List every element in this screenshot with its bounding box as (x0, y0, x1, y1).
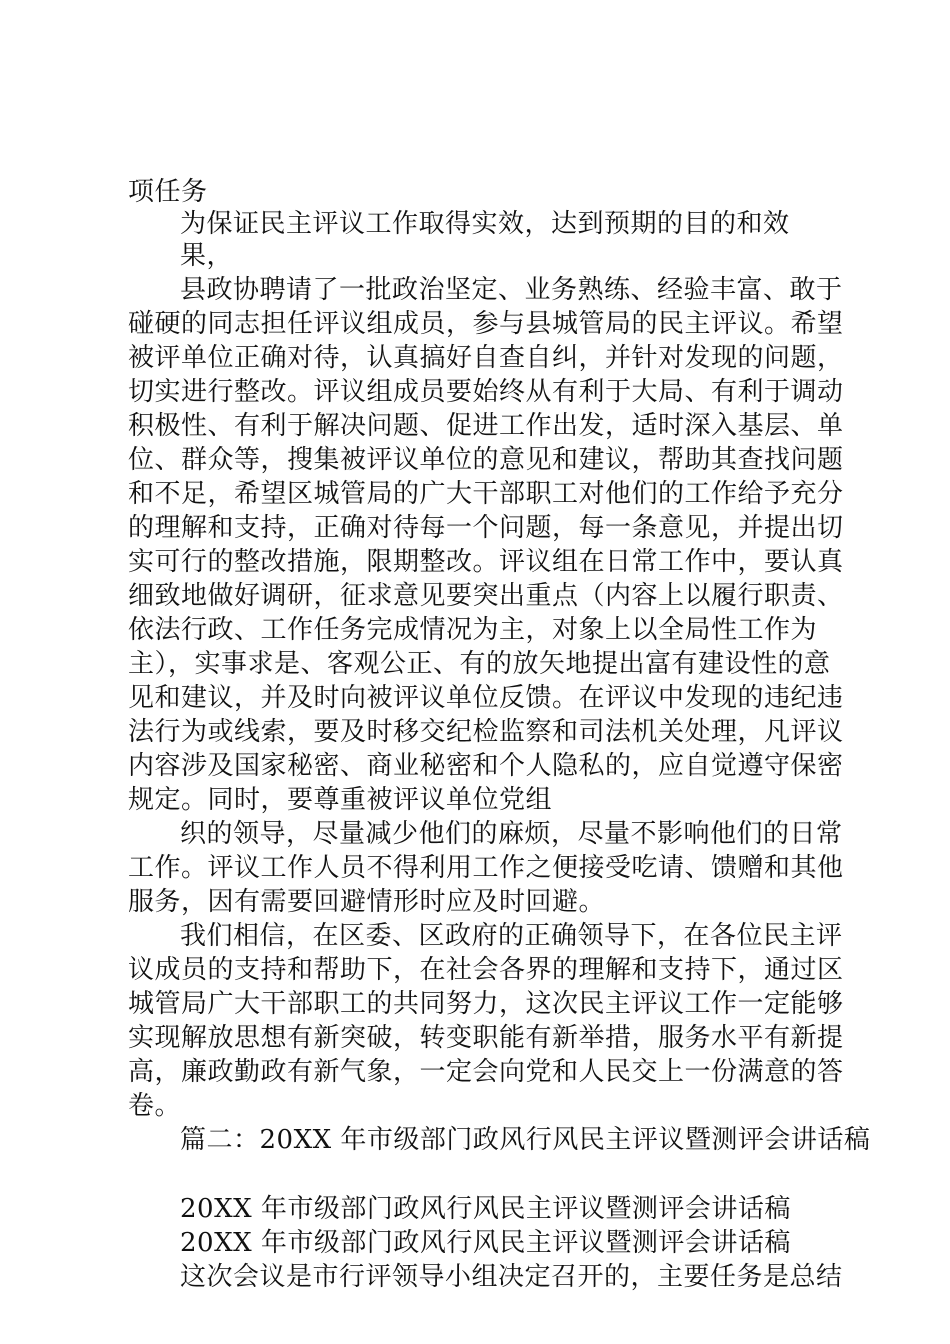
text-line: 20XX 年市级部门政风行风民主评议暨测评会讲话稿 (180, 1194, 791, 1224)
text-line: 果， (180, 241, 234, 271)
text-line: 切实进行整改。评议组成员要始终从有利于大局、有利于调动 (128, 377, 844, 407)
section-heading: 篇二：20XX 年市级部门政风行风民主评议暨测评会讲话稿 (180, 1125, 871, 1155)
text-line: 见和建议，并及时向被评议单位反馈。在评议中发现的违纪违 (128, 683, 844, 713)
text-line: 织的领导，尽量减少他们的麻烦，尽量不影响他们的日常 (180, 819, 843, 849)
text-line: 主），实事求是、客观公正、有的放矢地提出富有建设性的意 (128, 649, 831, 679)
text-line: 城管局广大干部职工的共同努力，这次民主评议工作一定能够 (128, 989, 844, 1019)
text-line: 工作。评议工作人员不得利用工作之便接受吃请、馈赠和其他 (128, 853, 844, 883)
text-line: 法行为或线索，要及时移交纪检监察和司法机关处理，凡评议 (128, 717, 844, 747)
text-line: 位、群众等，搜集被评议单位的意见和建议，帮助其查找问题 (128, 445, 844, 475)
text-line: 被评单位正确对待，认真搞好自查自纠，并针对发现的问题， (128, 343, 844, 373)
text-line: 我们相信，在区委、区政府的正确领导下，在各位民主评 (180, 921, 843, 951)
text-line: 细致地做好调研，征求意见要突出重点（内容上以履行职责、 (128, 581, 844, 611)
text-line: 项任务 (128, 177, 208, 207)
text-line: 的理解和支持，正确对待每一个问题，每一条意见，并提出切 (128, 513, 844, 543)
text-line: 20XX 年市级部门政风行风民主评议暨测评会讲话稿 (180, 1228, 791, 1258)
text-line: 碰硬的同志担任评议组成员，参与县城管局的民主评议。希望 (128, 309, 844, 339)
text-line: 积极性、有利于解决问题、促进工作出发，适时深入基层、单 (128, 411, 844, 441)
text-line: 这次会议是市行评领导小组决定召开的，主要任务是总结 (180, 1262, 843, 1292)
text-line: 县政协聘请了一批政治坚定、业务熟练、经验丰富、敢于 (180, 275, 843, 305)
text-line: 高，廉政勤政有新气象，一定会向党和人民交上一份满意的答 (128, 1057, 844, 1087)
text-line: 议成员的支持和帮助下，在社会各界的理解和支持下，通过区 (128, 955, 844, 985)
text-line: 服务，因有需要回避情形时应及时回避。 (128, 887, 606, 917)
text-line: 卷。 (128, 1091, 182, 1121)
text-line: 实现解放思想有新突破，转变职能有新举措，服务水平有新提 (128, 1023, 844, 1053)
text-line: 依法行政、工作任务完成情况为主，对象上以全局性工作为 (128, 615, 818, 645)
text-line: 为保证民主评议工作取得实效，达到预期的目的和效 (180, 209, 790, 239)
text-line: 内容涉及国家秘密、商业秘密和个人隐私的，应自觉遵守保密 (128, 751, 844, 781)
text-line: 和不足，希望区城管局的广大干部职工对他们的工作给予充分 (128, 479, 844, 509)
text-line: 实可行的整改措施，限期整改。评议组在日常工作中，要认真 (128, 547, 844, 577)
text-line: 规定。同时，要尊重被评议单位党组 (128, 785, 553, 815)
